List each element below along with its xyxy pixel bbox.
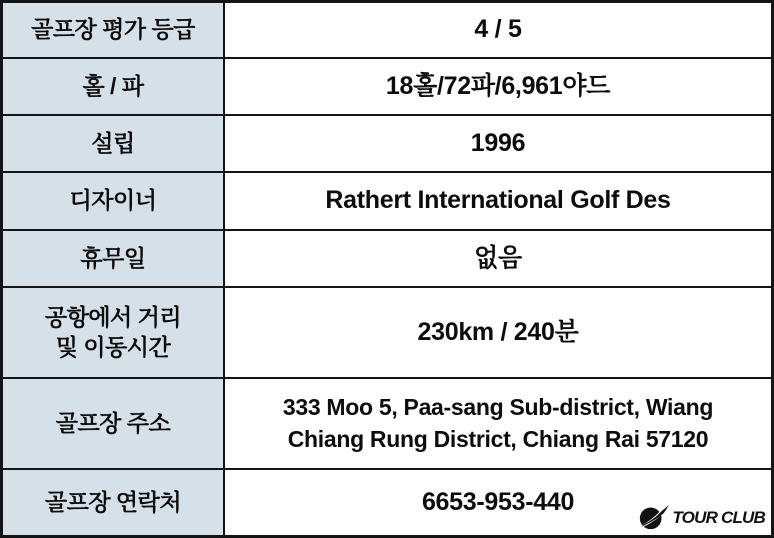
value-established	[225, 114, 771, 171]
label-designer-text: 디자이너	[69, 187, 157, 214]
value-phone-text: 6653-953-440	[421, 487, 575, 516]
label-rating	[3, 3, 225, 57]
logo-text: TOUR CLUB	[672, 507, 765, 527]
tourclub-logo	[639, 504, 765, 531]
label-established	[3, 114, 225, 171]
value-hole-par-text: 18홀/72파/6,961야드	[385, 71, 611, 100]
value-designer-text: Rathert International Golf Des	[325, 186, 671, 215]
label-phone	[3, 468, 225, 535]
label-hole-par-text: 홀 / 파	[82, 72, 144, 99]
value-airport-distance	[225, 286, 771, 377]
value-rating	[225, 3, 771, 57]
label-address	[3, 377, 225, 468]
label-designer	[3, 171, 225, 229]
value-rating-text: 4 / 5	[474, 15, 522, 44]
label-rating-text: 골프장 평가 등급	[31, 16, 195, 43]
value-address	[225, 377, 771, 468]
value-address-line2: Chiang Rung District, Chiang Rai 57120	[287, 425, 709, 452]
value-closed-days	[225, 229, 771, 286]
label-hole-par	[3, 57, 225, 114]
label-airport-distance-line1: 공항에서 거리	[44, 303, 182, 330]
label-address-text: 골프장 주소	[55, 409, 171, 436]
value-established-text: 1996	[470, 128, 526, 157]
value-address-line1: 333 Moo 5, Paa-sang Sub-district, Wiang	[282, 394, 714, 421]
label-airport-distance-line2: 및 이동시간	[55, 333, 171, 360]
label-closed-days-text: 휴무일	[80, 244, 146, 271]
label-phone-text: 골프장 연락처	[44, 488, 182, 515]
value-designer	[225, 171, 771, 229]
value-closed-days-text: 없음	[474, 243, 522, 272]
globe-swoosh-icon	[639, 504, 669, 531]
label-airport-distance	[3, 286, 225, 377]
label-closed-days	[3, 229, 225, 286]
label-established-text: 설립	[91, 129, 135, 156]
value-hole-par	[225, 57, 771, 114]
value-airport-distance-text: 230km / 240분	[417, 317, 579, 346]
